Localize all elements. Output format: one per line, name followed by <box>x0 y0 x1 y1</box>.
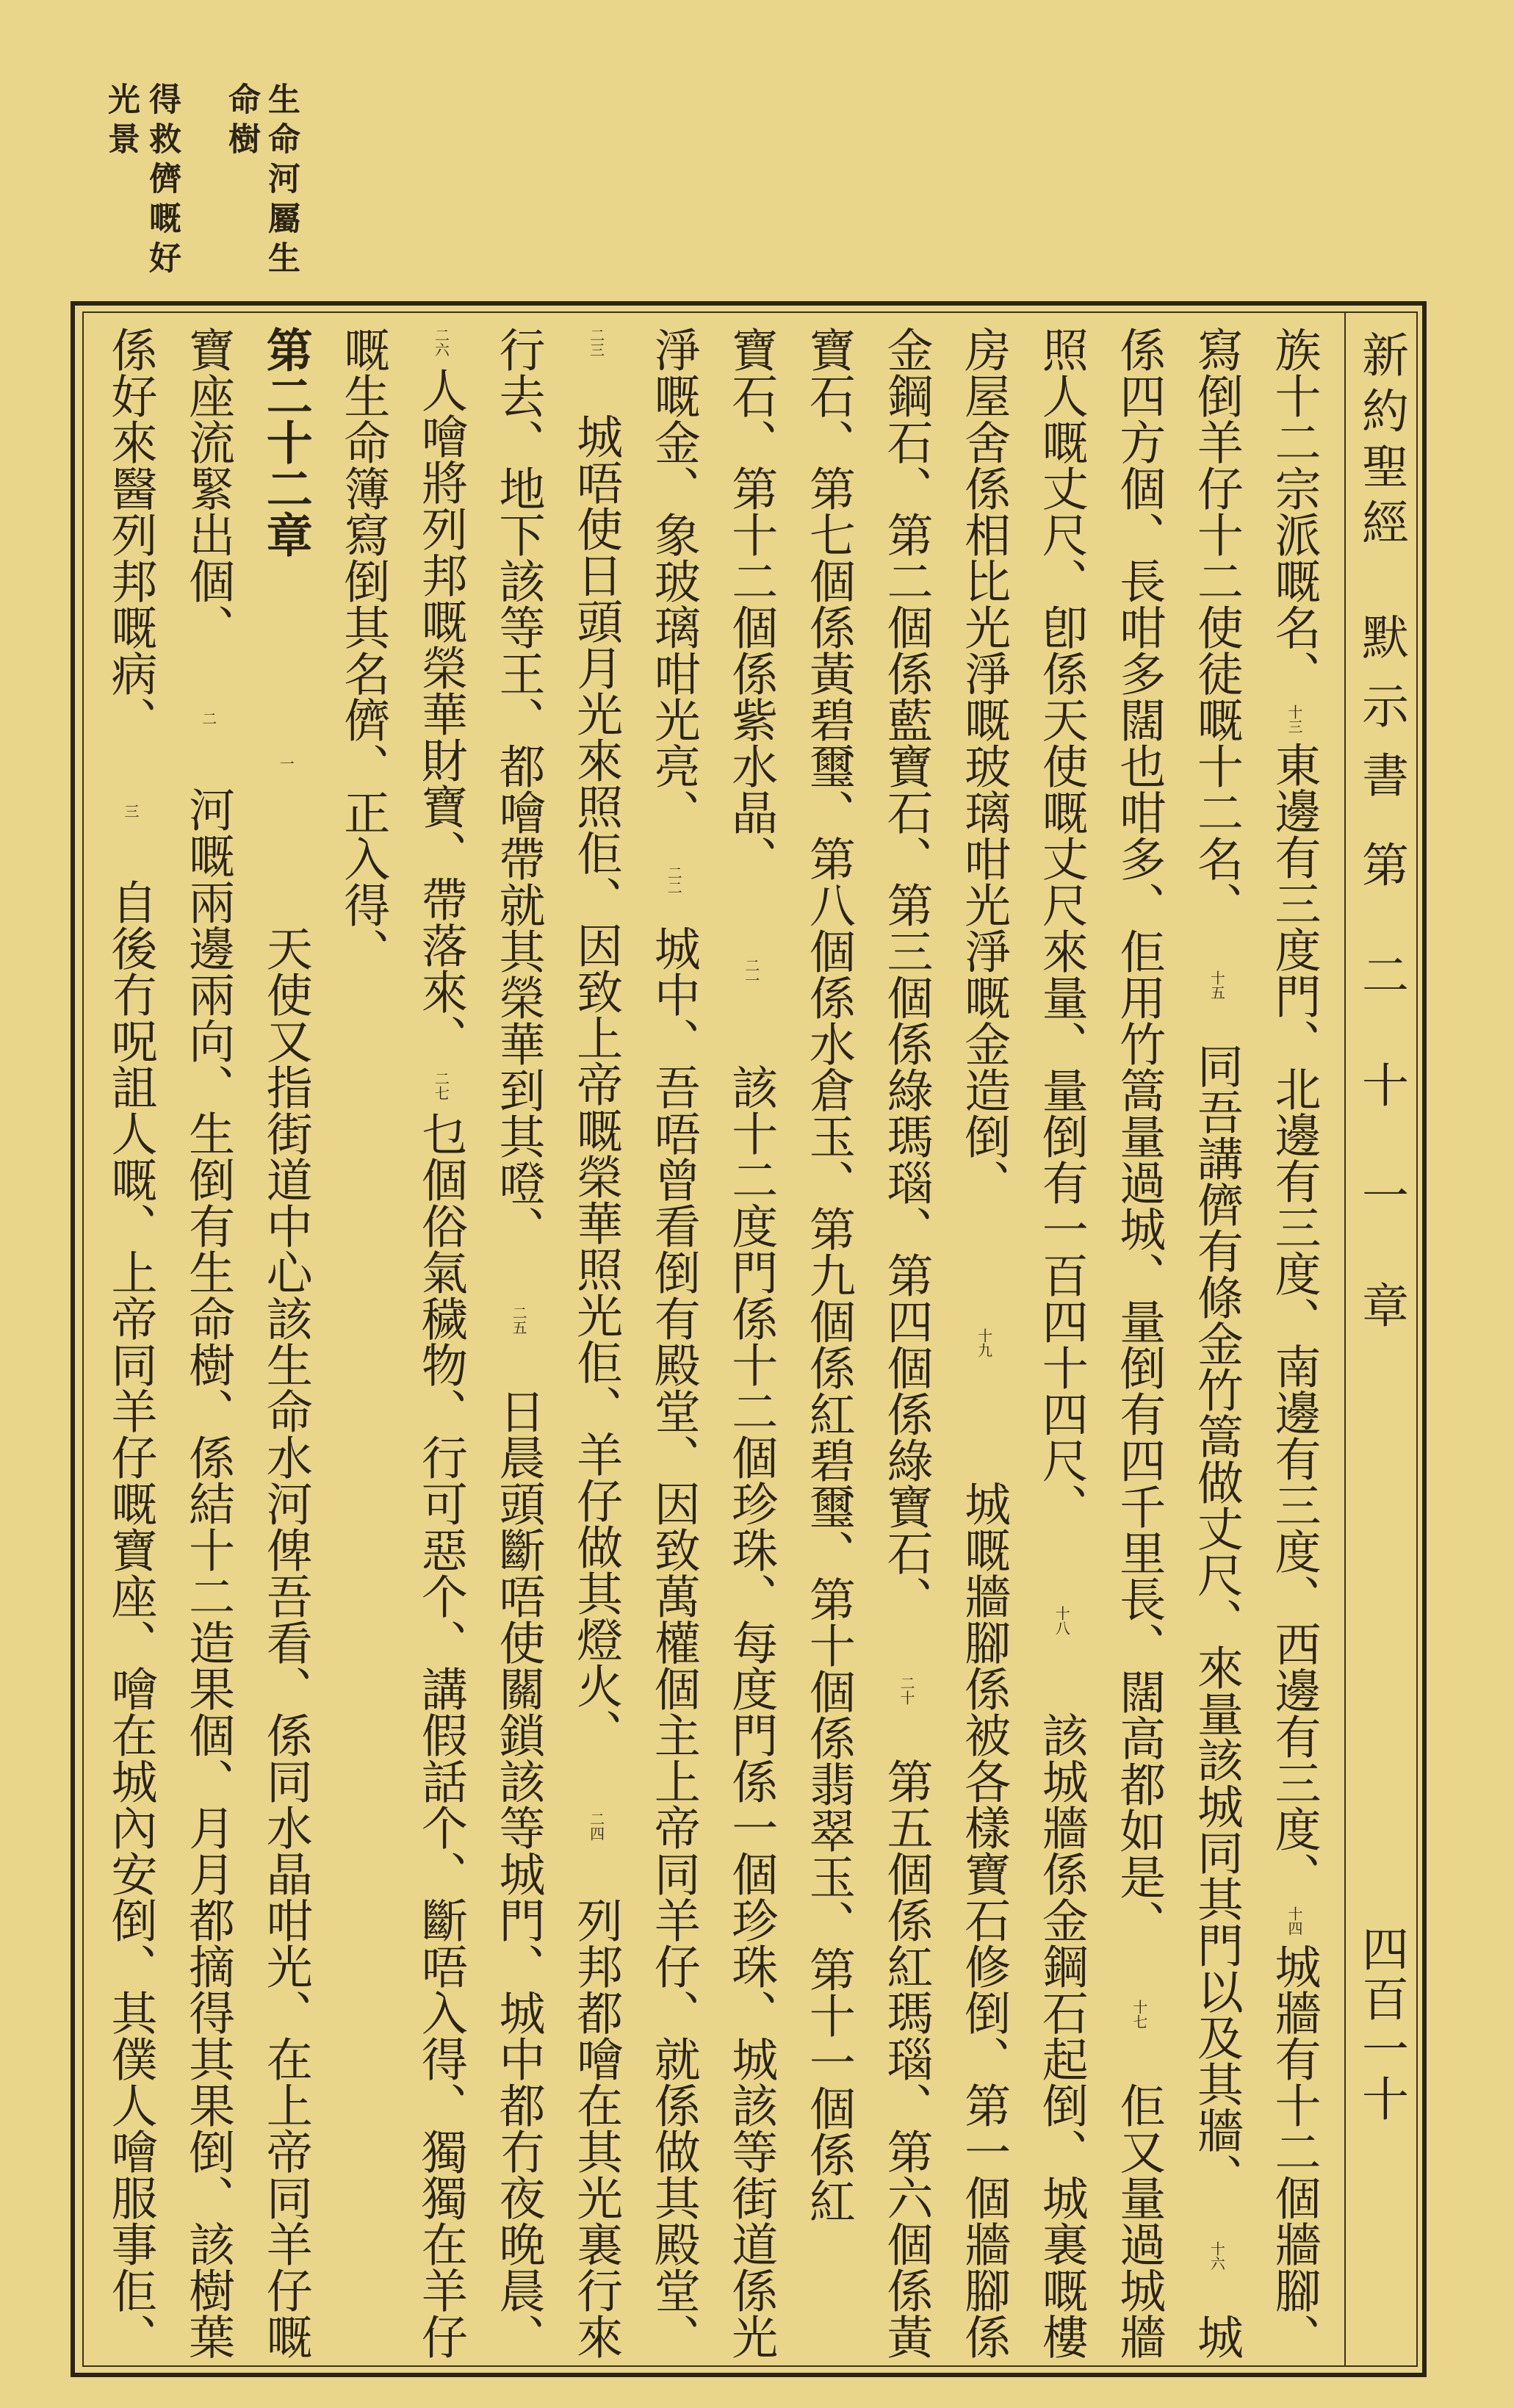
verse-text: 寫倒羊仔十二使徒嘅十二名、 <box>1189 326 1244 928</box>
verse-text: 寶石、第十二個係紫水晶、 <box>724 326 779 882</box>
verse-text: 該十二度門係十二個珍珠、每度門係一個珍珠、城該等街道係光 <box>724 1064 779 2360</box>
verse-text: 佢又量過城牆 <box>1112 2082 1167 2360</box>
verse-text: 天使又指街道中心該生命水河俾吾看、係同水晶咁光、在上帝同羊仔嘅 <box>259 925 313 2360</box>
verse-text: 係好來醫列邦嘅病、 <box>104 326 158 743</box>
margin-note-column: 生命河屬生 <box>262 82 300 281</box>
verse-number: 二一 <box>742 958 760 987</box>
text-column <box>1258 326 1331 2360</box>
verse-text: 乜個俗氣穢物、行可惡个、講假話个、斷唔入得、獨獨在羊仔 <box>414 1109 468 2360</box>
verse-text: 城唔使日頭月光來照佢、因致上帝嘅榮華照光佢、羊仔做其燈火、 <box>569 413 624 1756</box>
margin-note-column: 得救儕嘅好 <box>143 82 181 281</box>
verse-text: 寶石、第七個係黃碧璽、第八個係水倉玉、第九個係紅碧璽、第十個係翡翠玉、第十一個係紅 <box>801 326 856 2224</box>
running-header <box>1346 311 1416 2367</box>
verse-text: 河嘅兩邊兩向、生倒有生命樹、係結十二造果個、月月都摘得其果倒、該樹葉 <box>181 786 236 2360</box>
verse-text: 照人嘅丈尺、卽係天使嘅丈尺來量、量倒有一百四十四尺、 <box>1034 326 1089 1529</box>
text-column <box>637 326 710 2360</box>
verse-number: 二四 <box>587 1811 605 1841</box>
verse-number: 十三 <box>1286 704 1303 734</box>
verse-text: 列邦都噲在其光裏行來 <box>569 1896 624 2360</box>
verse-text: 城中、吾唔曾看倒有殿堂、因致萬權個主上帝同羊仔、就係做其殿堂、 <box>646 925 701 2360</box>
verse-text: 城 <box>1189 2313 1244 2360</box>
verse-text: 金鋼石、第二個係藍寶石、第三個係綠瑪瑙、第四個係綠寶石、 <box>879 326 934 1622</box>
text-column <box>948 326 1021 2360</box>
verse-text: 房屋舍係相比光淨嘅玻璃咁光淨嘅金造倒、 <box>957 326 1012 1205</box>
verse-number: 十四 <box>1286 1906 1303 1936</box>
verse-number: 三 <box>122 803 140 818</box>
text-column <box>249 326 322 2360</box>
text-column <box>172 326 245 2360</box>
verse-text: 嘅生命簿寫倒其名儕、正入得、 <box>336 326 391 974</box>
verse-number: 二二 <box>665 865 683 895</box>
verse-number: 二十 <box>898 1675 915 1705</box>
verse-text: 人噲將列邦嘅榮華財寶、帶落來、 <box>414 367 468 1061</box>
verse-number: 二六 <box>432 328 450 357</box>
text-column <box>870 326 943 2360</box>
verse-number: 二三 <box>587 328 605 357</box>
verse-text: 城牆有十二個牆腳、 <box>1267 1943 1322 2360</box>
text-column <box>1103 326 1176 2360</box>
chapter-label: 第二十一章 <box>1354 840 1408 1391</box>
verse-text: 城嘅牆腳係被各樣寶石修倒、第一個牆腳係 <box>957 1480 1012 2360</box>
verse-number: 二五 <box>510 1305 527 1335</box>
text-column <box>715 326 788 2360</box>
verse-text: 第五個係紅瑪瑙、第六個係黃 <box>879 1758 934 2360</box>
verse-number: 一 <box>277 756 295 771</box>
verse-text: 該城牆係金鋼石起倒、城裏嘅樓 <box>1034 1712 1089 2360</box>
text-column <box>1180 326 1253 2360</box>
text-column <box>1025 326 1098 2360</box>
verse-text: 日晨頭斷唔使關鎖該等城門、城中都冇夜晚晨、 <box>491 1388 546 2360</box>
text-column <box>404 326 477 2360</box>
margin-note-column: 光景 <box>102 82 140 162</box>
text-column <box>792 326 865 2360</box>
verse-number: 十六 <box>1208 2241 1226 2271</box>
verse-number: 二七 <box>432 1070 450 1100</box>
verse-text: 同吾講儕有條金竹篙做丈尺、來量該城同其門以及其牆、 <box>1189 1042 1244 2199</box>
text-column <box>94 326 167 2360</box>
text-column <box>560 326 633 2360</box>
page-number: 四百一十 <box>1354 1925 1408 2124</box>
verse-text: 自後冇呪詛人嘅、上帝同羊仔嘅寶座、噲在城內安倒、其僕人噲服事佢、 <box>104 879 158 2360</box>
verse-text: 係四方個、長咁多闊也咁多、佢用竹篙量過城、量倒有四千里長、闊高都如是、 <box>1112 326 1167 1946</box>
bible-title: 新約聖經 <box>1354 331 1408 554</box>
verse-text: 行去、地下該等王、都噲帶就其榮華到其噔、 <box>491 326 546 1252</box>
text-column <box>327 326 400 2360</box>
chapter-heading: 第二十二章 <box>259 326 314 558</box>
text-column <box>482 326 555 2360</box>
verse-text: 寶座流緊出個、 <box>181 326 236 650</box>
verse-number: 十八 <box>1053 1606 1071 1635</box>
verse-text: 東邊有三度門、北邊有三度、南邊有三度、西邊有三度、 <box>1267 741 1322 1898</box>
verse-text: 族十二宗派嘅名、 <box>1267 326 1322 696</box>
book-title: 默示書 <box>1354 613 1408 820</box>
verse-number: 二 <box>199 710 217 726</box>
verse-number: 十五 <box>1208 970 1226 1000</box>
verse-number: 十九 <box>975 1328 993 1358</box>
margin-note-column: 命樹 <box>223 82 260 162</box>
verse-number: 十七 <box>1130 1999 1148 2029</box>
verse-text: 淨嘅金、象玻璃咁光亮、 <box>646 326 701 835</box>
